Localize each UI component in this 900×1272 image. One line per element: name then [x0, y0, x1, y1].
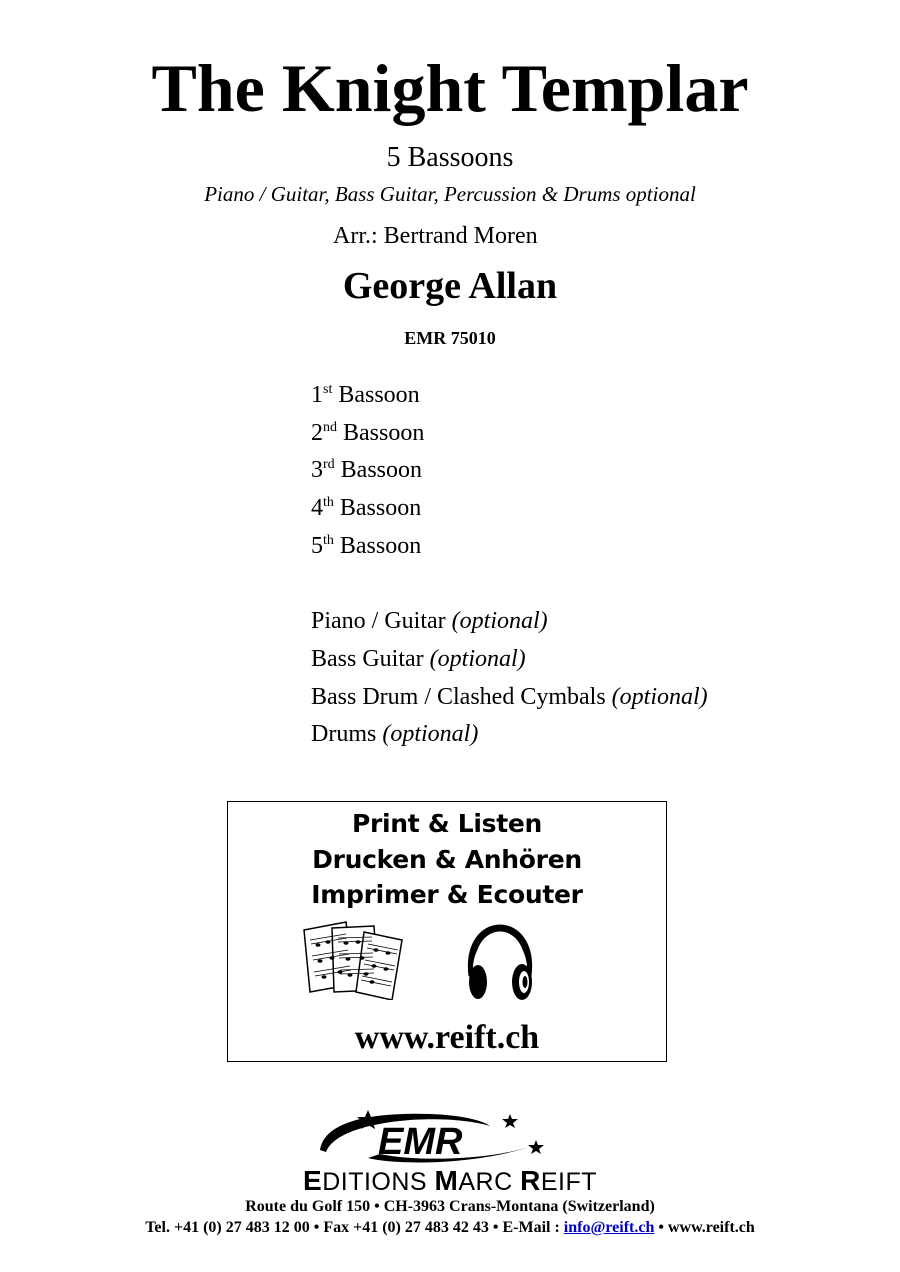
optional-part-item [311, 679, 708, 717]
optional-note: (optional) [611, 683, 708, 710]
print-listen-line-de: Drucken & Anhören [312, 845, 582, 874]
part-ordinal: rd [323, 457, 335, 473]
part-name: Bassoon [338, 382, 420, 408]
contact-phone-fax: Tel. +41 (0) 27 483 12 00 • Fax +41 (0) 27 483 42 43 • E-Mail : [145, 1219, 564, 1236]
optional-part-name: Bass Drum / Clashed Cymbals [311, 683, 606, 710]
part-ordinal: nd [323, 419, 337, 435]
part-ordinal: th [323, 532, 334, 548]
optional-part-item [311, 716, 708, 754]
publisher-contact [0, 1217, 900, 1239]
publisher-initial: E [303, 1165, 323, 1196]
part-item [311, 452, 708, 490]
contact-website: • www.reift.ch [654, 1219, 755, 1236]
part-ordinal: st [323, 382, 333, 397]
headphones-icon [464, 924, 536, 1004]
part-number: 3 [311, 457, 323, 484]
publisher-word: ARC [458, 1168, 521, 1196]
optional-note: (optional) [429, 645, 526, 672]
part-name: Bassoon [339, 532, 422, 559]
part-item [311, 377, 708, 415]
part-item [311, 490, 708, 528]
part-name: Bassoon [340, 457, 423, 484]
subtitle: 5 Bassoons [386, 142, 514, 173]
arranger: Arr.: Bertrand Moren [333, 223, 538, 249]
optional-part-name: Piano / Guitar [311, 608, 446, 635]
emr-logo [310, 1108, 550, 1168]
optional-part-name: Drums [311, 721, 377, 748]
print-listen-box [227, 801, 667, 1062]
part-name: Bassoon [343, 419, 425, 446]
optional-note: (optional) [451, 608, 548, 635]
part-item [311, 415, 708, 453]
part-number: 2 [311, 419, 323, 446]
print-listen-line-en: Print & Listen [351, 809, 543, 838]
optional-part-name: Bass Guitar [311, 645, 424, 672]
website-link[interactable]: www.reift.ch [354, 1019, 540, 1056]
optional-part-item [311, 641, 708, 679]
part-number: 1 [311, 382, 323, 408]
publisher-name [0, 1166, 900, 1197]
part-ordinal: th [323, 495, 334, 511]
logo-text: EMR [378, 1121, 463, 1163]
publisher-word: DITIONS [322, 1168, 435, 1196]
instrumentation-note: Piano / Guitar, Bass Guitar, Percussion & Drums optional [204, 182, 696, 206]
part-item [311, 528, 708, 566]
part-number: 4 [311, 495, 323, 522]
catalog-number: EMR 75010 [404, 328, 496, 348]
part-number: 5 [311, 532, 323, 559]
optional-note: (optional) [382, 721, 479, 748]
publisher-word: EIFT [540, 1168, 597, 1196]
publisher-address: Route du Golf 150 • CH-3963 Crans-Montana (Switzerland) [245, 1198, 655, 1215]
parts-list [311, 377, 708, 754]
publisher-initial: M [434, 1165, 459, 1196]
page-title: The Knight Templar [151, 50, 749, 126]
part-name: Bassoon [339, 495, 422, 522]
spacer [311, 566, 708, 604]
composer: George Allan [342, 265, 558, 307]
optional-part-item [311, 603, 708, 641]
sheet-music-icon [298, 920, 413, 1000]
publisher-initial: R [520, 1165, 541, 1196]
email-link[interactable]: info@reift.ch [563, 1219, 655, 1236]
print-listen-line-fr: Imprimer & Ecouter [311, 880, 583, 909]
